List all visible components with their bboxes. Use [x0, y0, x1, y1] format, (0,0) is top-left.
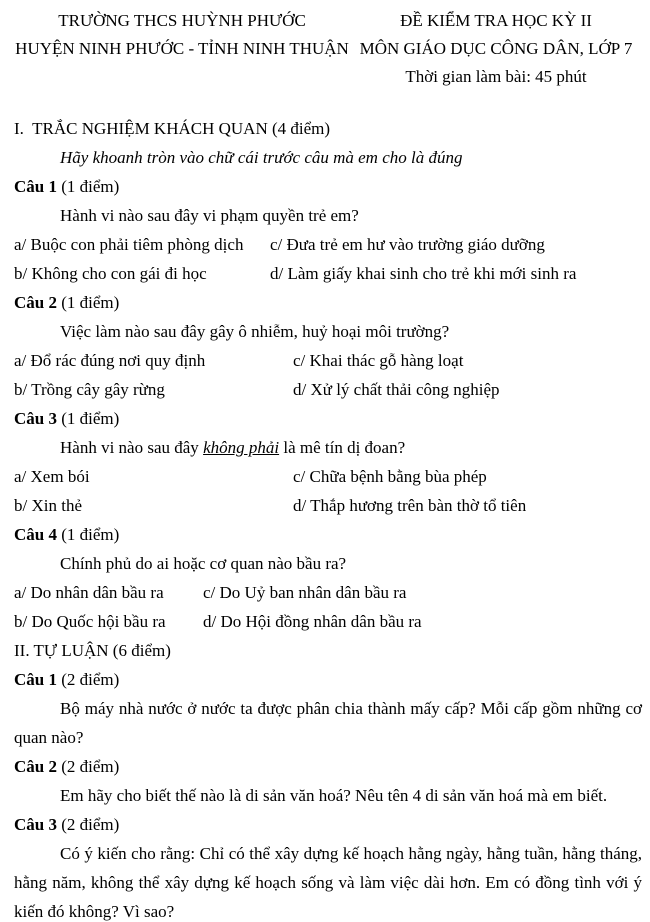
mc-question-1-options-row-1	[14, 230, 642, 259]
option-a: a/ Do nhân dân bầu ra	[14, 583, 164, 602]
mc-question-2-text: Việc làm nào sau đây gây ô nhiễm, huỷ hoại môi trường?	[60, 322, 450, 341]
essay-question-3-header	[14, 810, 642, 839]
school-header	[14, 7, 350, 91]
option-a: a/ Buộc con phải tiêm phòng dịch	[14, 235, 244, 254]
option-b: b/ Không cho con gái đi học	[14, 264, 207, 283]
question-label: Câu 2	[14, 293, 57, 312]
question-label: Câu 3	[14, 815, 57, 834]
option-d: d/ Làm giấy khai sinh cho trẻ khi mới sinh ra	[270, 264, 577, 283]
exam-subject: MÔN GIÁO DỤC CÔNG DÂN, LỚP 7	[359, 39, 633, 58]
option-c: c/ Đưa trẻ em hư vào trường giáo dưỡng	[270, 235, 545, 254]
mc-question-1-header	[14, 172, 642, 201]
mc-question-3-options-row-1	[14, 462, 642, 491]
exam-duration: Thời gian làm bài: 45 phút	[405, 67, 587, 86]
mc-question-1-text: Hành vi nào sau đây vi phạm quyền trẻ em?	[60, 206, 359, 225]
school-district: HUYỆN NINH PHƯỚC - TỈNH NINH THUẬN	[15, 39, 349, 58]
essay-question-2-text: Em hãy cho biết thế nào là di sản văn hoá? Nêu tên 4 di sản văn hoá mà em biết.	[60, 786, 608, 805]
question-label: Câu 4	[14, 525, 57, 544]
mc-question-4-text: Chính phủ do ai hoặc cơ quan nào bầu ra?	[60, 554, 347, 573]
section-1-title: I. TRẮC NGHIỆM KHÁCH QUAN (4 điểm)	[14, 119, 331, 138]
question-label: Câu 3	[14, 409, 57, 428]
question-label: Câu 1	[14, 177, 57, 196]
mc-question-4-options-row-1	[14, 578, 642, 607]
option-d: d/ Do Hội đồng nhân dân bầu ra	[203, 612, 422, 631]
mc-question-3-text	[14, 433, 642, 462]
option-c: c/ Do Uỷ ban nhân dân bầu ra	[203, 583, 407, 602]
question-points: (1 điểm)	[61, 409, 120, 428]
document-header	[14, 7, 642, 91]
essay-question-1-header	[14, 665, 642, 694]
option-b: b/ Xin thẻ	[14, 496, 82, 515]
option-c: c/ Khai thác gỗ hàng loạt	[293, 351, 464, 370]
question-points: (1 điểm)	[61, 293, 120, 312]
option-c: c/ Chữa bệnh bằng bùa phép	[293, 467, 487, 486]
mc-question-4-options-row-2	[14, 607, 642, 636]
option-a: a/ Đổ rác đúng nơi quy định	[14, 351, 206, 370]
school-name: TRƯỜNG THCS HUỲNH PHƯỚC	[58, 11, 306, 30]
essay-question-3-text: Có ý kiến cho rằng: Chỉ có thể xây dựng kế hoạch hằng ngày, hằng tuần, hằng tháng, hằng năm, không thể xây dựng kế hoạch sống và làm việc dài hơn. Em có đồng tình với ý kiến đó không? Vì sao?	[14, 844, 642, 921]
option-a: a/ Xem bói	[14, 467, 90, 486]
question-text-emphasis: không phải	[203, 438, 280, 457]
exam-title: ĐỀ KIỂM TRA HỌC KỲ II	[400, 11, 592, 30]
mc-question-2-options-row-2	[14, 375, 642, 404]
essay-question-2-header	[14, 752, 642, 781]
mc-question-3-header	[14, 404, 642, 433]
mc-instruction: Hãy khoanh tròn vào chữ cái trước câu mà em cho là đúng	[60, 148, 463, 167]
mc-question-1-options-row-2	[14, 259, 642, 288]
mc-question-2-options-row-1	[14, 346, 642, 375]
question-points: (1 điểm)	[61, 177, 120, 196]
essay-question-1-text: Bộ máy nhà nước ở nước ta được phân chia thành mấy cấp? Mỗi cấp gồm những cơ quan nào?	[14, 699, 642, 747]
question-label: Câu 2	[14, 757, 57, 776]
section-2-title: II. TỰ LUẬN (6 điểm)	[14, 641, 171, 660]
option-b: b/ Do Quốc hội bầu ra	[14, 612, 166, 631]
question-text-prefix: Hành vi nào sau đây	[60, 438, 204, 457]
option-d: d/ Xử lý chất thải công nghiệp	[293, 380, 500, 399]
document-body	[14, 114, 642, 922]
question-points: (2 điểm)	[61, 757, 120, 776]
mc-question-3-options-row-2	[14, 491, 642, 520]
mc-question-4-header	[14, 520, 642, 549]
question-points: (1 điểm)	[61, 525, 120, 544]
exam-header	[350, 7, 642, 91]
question-label: Câu 1	[14, 670, 57, 689]
option-d: d/ Thắp hương trên bàn thờ tổ tiên	[293, 496, 527, 515]
question-points: (2 điểm)	[61, 815, 120, 834]
question-text-suffix: là mê tín dị đoan?	[279, 438, 406, 457]
question-points: (2 điểm)	[61, 670, 120, 689]
option-b: b/ Trồng cây gây rừng	[14, 380, 165, 399]
mc-question-2-header	[14, 288, 642, 317]
